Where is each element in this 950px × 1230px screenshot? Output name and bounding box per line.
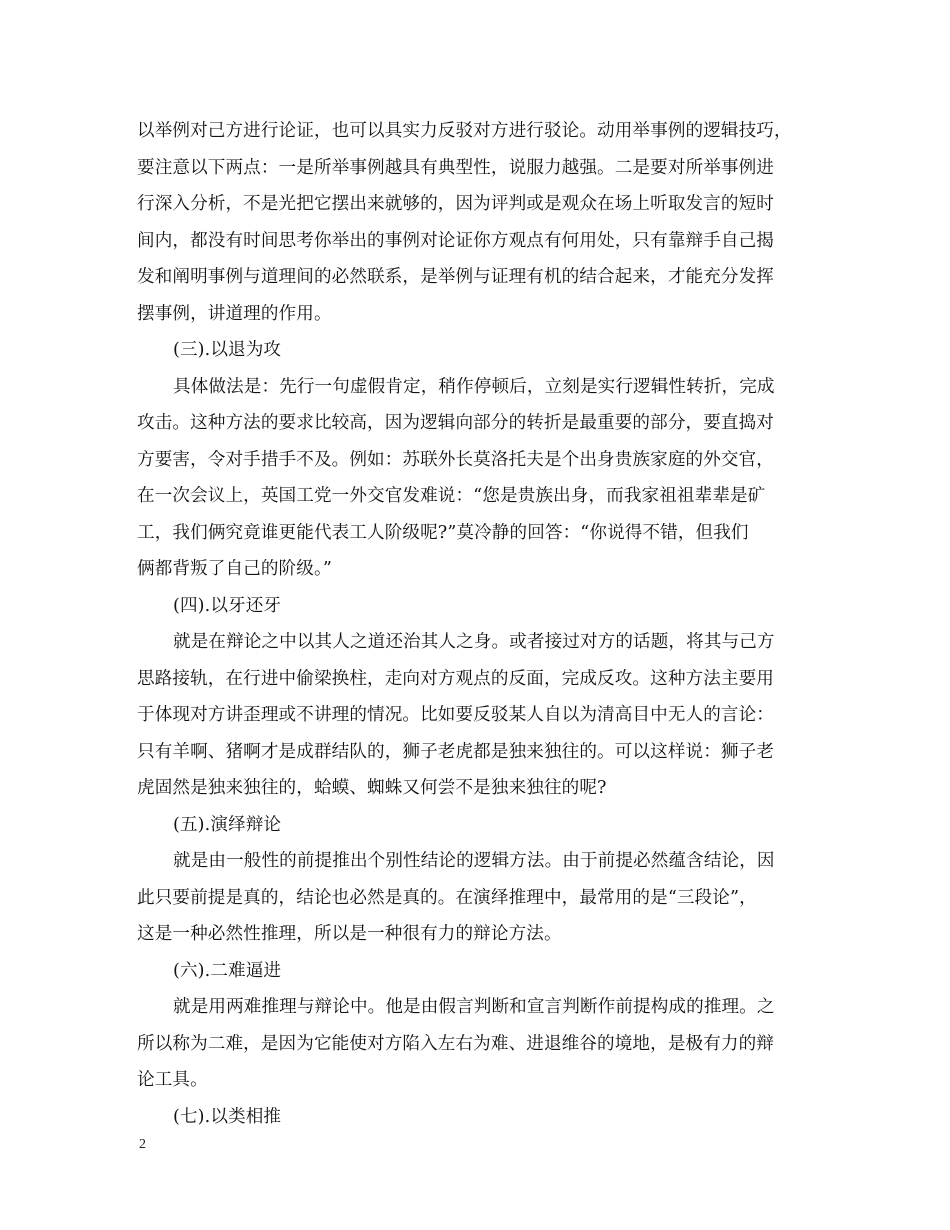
text-line: 就是用两难推理与辩论中。他是由假言判断和宣言判断作前提构成的推理。之 <box>173 997 775 1017</box>
text-line: 工，我们俩究竟谁更能代表工人阶级呢?”莫冷静的回答：“你说得不错，但我们 <box>137 522 749 543</box>
text-line: 所以称为二难，是因为它能使对方陷入左右为难、进退维谷的境地，是极有力的辩 <box>137 1033 774 1054</box>
text-line: 这是一种必然性推理，所以是一种很有力的辩论方法。 <box>137 924 562 944</box>
text-line: (五).演绎辩论 <box>173 814 282 835</box>
text-line: 俩都背叛了自己的阶级。” <box>137 559 332 579</box>
text-line: 虎固然是独来独往的，蛤蟆、蜘蛛又何尝不是独来独往的呢? <box>137 778 607 798</box>
text-line: 攻击。这种方法的要求比较高，因为逻辑向部分的转折是最重要的部分，要直捣对 <box>137 413 774 433</box>
text-line: 摆事例，讲道理的作用。 <box>137 303 332 324</box>
text-line: 行深入分析，不是光把它摆出来就够的，因为评判或是观众在场上听取发言的短时 <box>137 194 774 214</box>
text-line: (三).以退为攻 <box>173 340 282 360</box>
text-line: 发和阐明事例与道理间的必然联系，是举例与证理有机的结合起来，才能充分发挥 <box>137 267 774 287</box>
page-number: 2 <box>139 1137 146 1152</box>
text-line: 此只要前提是真的，结论也必然是真的。在演绎推理中，最常用的是“三段论”， <box>137 887 757 908</box>
text-line: 间内，都没有时间思考你举出的事例对论证你方观点有何用处，只有靠辩手自己揭 <box>137 230 774 251</box>
text-line: 就是在辩论之中以其人之道还治其人之身。或者接过对方的话题，将其与己方 <box>173 632 775 652</box>
text-line: (七).以类相推 <box>173 1106 282 1127</box>
body-text <box>137 113 817 1135</box>
text-line: 论工具。 <box>137 1070 208 1090</box>
text-line: (四).以牙还牙 <box>173 595 282 616</box>
text-line: 具体做法是：先行一句虚假肯定，稍作停顿后，立刻是实行逻辑性转折，完成 <box>173 376 775 397</box>
text-line: 思路接轨，在行进中偷梁换柱，走向对方观点的反面，完成反攻。这种方法主要用 <box>137 668 774 689</box>
text-line: 于体现对方讲歪理或不讲理的情况。比如要反驳某人自以为清高目中无人的言论： <box>137 705 774 725</box>
text-line: 就是由一般性的前提推出个别性结论的逻辑方法。由于前提必然蕴含结论，因 <box>173 851 775 871</box>
text-line: 以举例对己方进行论证，也可以具实力反驳对方进行驳论。动用举事例的逻辑技巧， <box>137 121 792 141</box>
text-line: 方要害，令对手措手不及。例如：苏联外长莫洛托夫是个出身贵族家庭的外交官， <box>137 449 774 470</box>
text-line: 在一次会议上，英国工党一外交官发难说：“您是贵族出身，而我家祖祖辈辈是矿 <box>137 486 766 506</box>
text-line: (六).二难逼进 <box>173 960 282 981</box>
text-line: 要注意以下两点：一是所举事例越具有典型性，说服力越强。二是要对所举事例进 <box>137 157 774 178</box>
text-line: 只有羊啊、猪啊才是成群结队的，狮子老虎都是独来独往的。可以这样说：狮子老 <box>137 741 774 762</box>
